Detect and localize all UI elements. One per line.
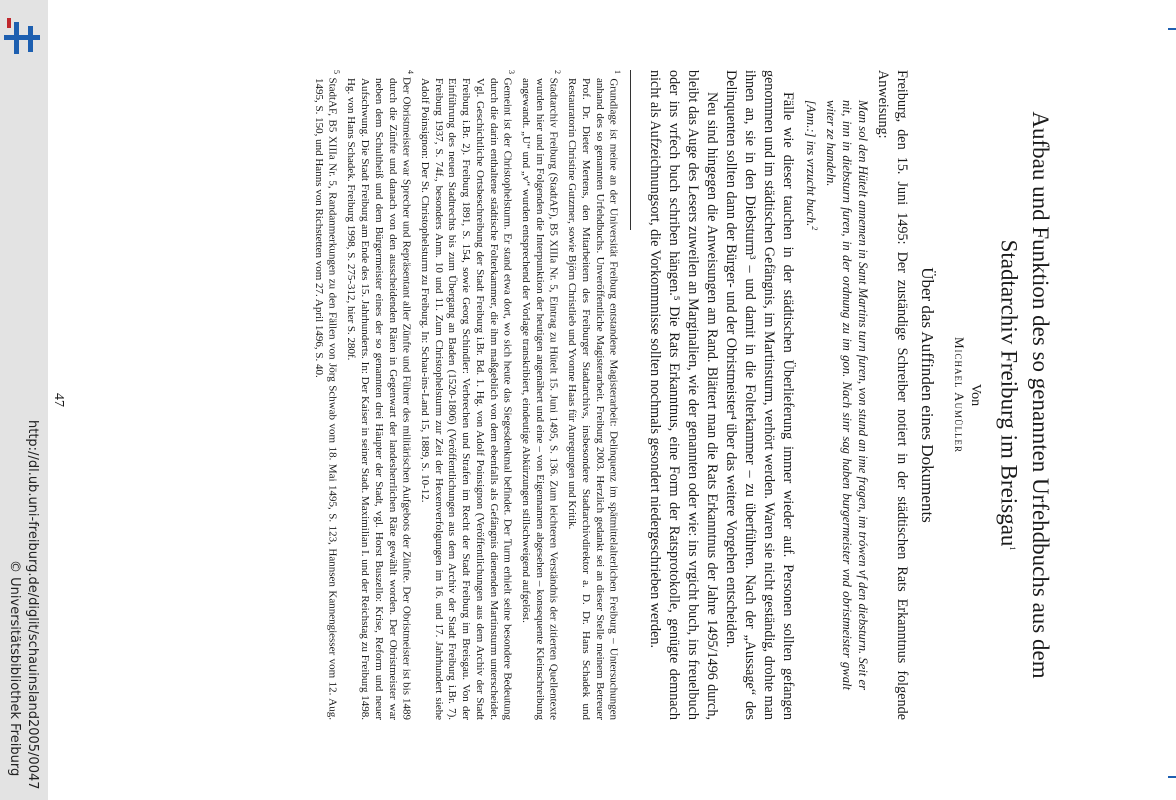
- body-paragraph-2: Neu sind hingegen die Anweisungen am Rand. Blättert man die Rats Erkanntnus der Jahre 1495/1496 durch, bleibt das Auge des Lesers zuweilen an Marginalien, wie der genannten oder wie: ins vrgicht buch, ins freuelbuch oder ins vrfech buch schriben hängen.⁵ Die Rats Erkanntnus, eine Form der Ratsprotokolle, genügte demnach nicht als Aufzeichnungsort, die Vorkommnisse sollten nochmals gesondert niedergeschrieben werden.: [647, 70, 721, 720]
- footnote: $^1$ Grundlage ist meine an der Universität Freiburg entstandene Magisterarbeit: Delinquenz im spätmittelalterlichen Freiburg – Untersuchungen anhand des so genannten Urfehdbuchs. Unveröffentliche Magisterarbeit. Freiburg 2003. Herzlich gedankt sei an dieser Stelle meinem Betreuer Prof. Dr. Dieter Mertens, den Mitarbeitern des Freiburger Stadtarchivs, insbesondere Stadtarchivdirektor a. D. Dr. Hans Schadek und Restauratorin Christine Gutzmer, sowie Björn Christlieb und Yvonne Haas für Anregungen und Kritik.: [566, 70, 623, 721]
- edge-marker: [1168, 776, 1176, 778]
- source-quote: Man sol den Hütelt annemen in Sant Martins turn furen, von stund an ime fragen, im trówen vf den diebsturn. Seit er nit, inn in diebsturn furen, in der ordnung zu im gon. Nach sinr sag haben burgermeister vnd obristmeister gwalt witer ze handeln.: [824, 100, 871, 690]
- footnotes: [311, 70, 624, 720]
- quote-annotation: [Ann.:] ins vrzucht buch.$^2$: [804, 100, 820, 231]
- author-name: Michael Aumüller: [952, 337, 968, 453]
- article-title: Aufbau und Funktion des so genannten Urfehdbuchs aus dem Stadtarchiv Freiburg im Breisgau$^1$: [996, 111, 1053, 679]
- footnote: $^2$ Stadtarchiv Freiburg (StadtAF), B5 XIIIa Nr. 5, Eintrag zu Hütelt 15. Juni 1495, S. 136. Zum leichteren Verständnis der zitierten Quellentexte wurden hier und im Folgenden die Interpunktion der heutigen angenähert und eine – von Eigennamen abgesehen – konsequente Kleinschreibung angewandt. „U“ und „v“ wurden entsprechend der Vorlage transkribiert, eindeutige Abkürzungen stillschweigend aufgelöst.: [520, 70, 563, 720]
- byline: Von: [968, 383, 984, 407]
- scanned-page: [20, 10, 1100, 790]
- copyright-notice: © Universitätsbibliothek Freiburg: [7, 560, 22, 777]
- footnote: $^3$ Gemeint ist der Christophelsturm. Er stand etwa dort, wo sich heute das Siegesdenkmal befindet. Der Turm erhielt seine besondere Bedeutung durch die darin enthaltene städtische Folterkammer, die ihm maßgeblich von dem ebenfalls als Gefängnis dienenden Martinsturm unterscheidet. Vgl. Geschichtliche Ortsbeschreibung der Stadt Freiburg i.Br. Bd. 1. Hg. von Adolf Poinsignon (Veröffentlichungen aus dem Archiv der Stadt Freiburg i.Br. 2). Freiburg 1891, S. 154, sowie Georg Schindler: Verbrechen und Strafen im Recht der Stadt Freiburg im Breisgau. Von der Einführung des neuen Stadtrechts bis zum Übergang an Baden (1520-1806) (Veröffentlichungen aus dem Archiv der Stadt Freiburg i.Br. 7). Freiburg 1937, S. 74f., besonders Anm. 10 und 11. Zum Christophelsturm zur Zeit der Hexenverfolgungen im 16. und 17. Jahrhundert siehe Adolf Poinsignon: Der St. Christophelsturm zu Freiburg. In: Schau-ins-Land 15, 1889, S. 10-12.: [418, 70, 517, 720]
- body-paragraph-1: Fälle wie dieser tauchen in der städtischen Überlieferung immer wieder auf. Personen sollten gefangen genommen und im städtischen Gefängnis, im Martinsturm, verhört werden. Waren sie nicht geständig, drohte man ihnen an, sie in den Diebsturm³ – und damit in die Folterkammer – zu überführen. Nach der „Aussage“ des Delinquenten sollten dann der Bürger- und der Obristmeister⁴ über das weitere Vorgehen entscheiden.: [723, 70, 797, 720]
- section-subtitle: Über das Auffinden eines Dokuments: [918, 267, 938, 523]
- footnote-divider: [630, 70, 631, 230]
- edge-marker: [1168, 28, 1176, 30]
- document-url[interactable]: http://dl.ub.uni-freiburg.de/diglit/schauinsland2005/0047: [25, 420, 40, 790]
- footnote: $^5$ StadtAF, B5 XIIIa Nr. 5, Randanmerkungen zu den Fällen von Jörg Schwab vom 18. Mai 1495, S. 123, Hannsen Kannengiesser vom 12. Aug. 1495, S. 150, und Hanns von Richstetten vom 27. April 1496, S. 40.: [312, 70, 342, 721]
- page-number: 47: [51, 393, 66, 407]
- footnote: $^4$ Der Obristmeister war Sprecher und Repräsentant aller Zünfte und Führer des militärischen Aufgebots der Zünfte. Der Obristmeister ist bis 1489 durch die Zünfte und danach von den ausscheidenden Räten in Gegenwart der landesherrlichen Räte gewählt worden. Der Obristmeister war neben dem Schultheiß und dem Bürgermeister eines der so genannten drei Häupter der Stadt, vgl. Horst Buszello: Krise, Reform und neuer Aufschwung. Die Stadt Freiburg am Ende des 15. Jahrhunderts. In: Der Kaiser in seiner Stadt. Maximilian I. und der Reichstag zu Freiburg 1498. Hg. von Hans Schadek. Freiburg 1998, S. 275-312, hier S. 280f.: [345, 70, 416, 721]
- intro-paragraph: Freiburg, den 15. Juni 1495: Der zuständige Schreiber notiert in der städtischen Rats Erkanntnus folgende Anweisung:: [875, 70, 911, 720]
